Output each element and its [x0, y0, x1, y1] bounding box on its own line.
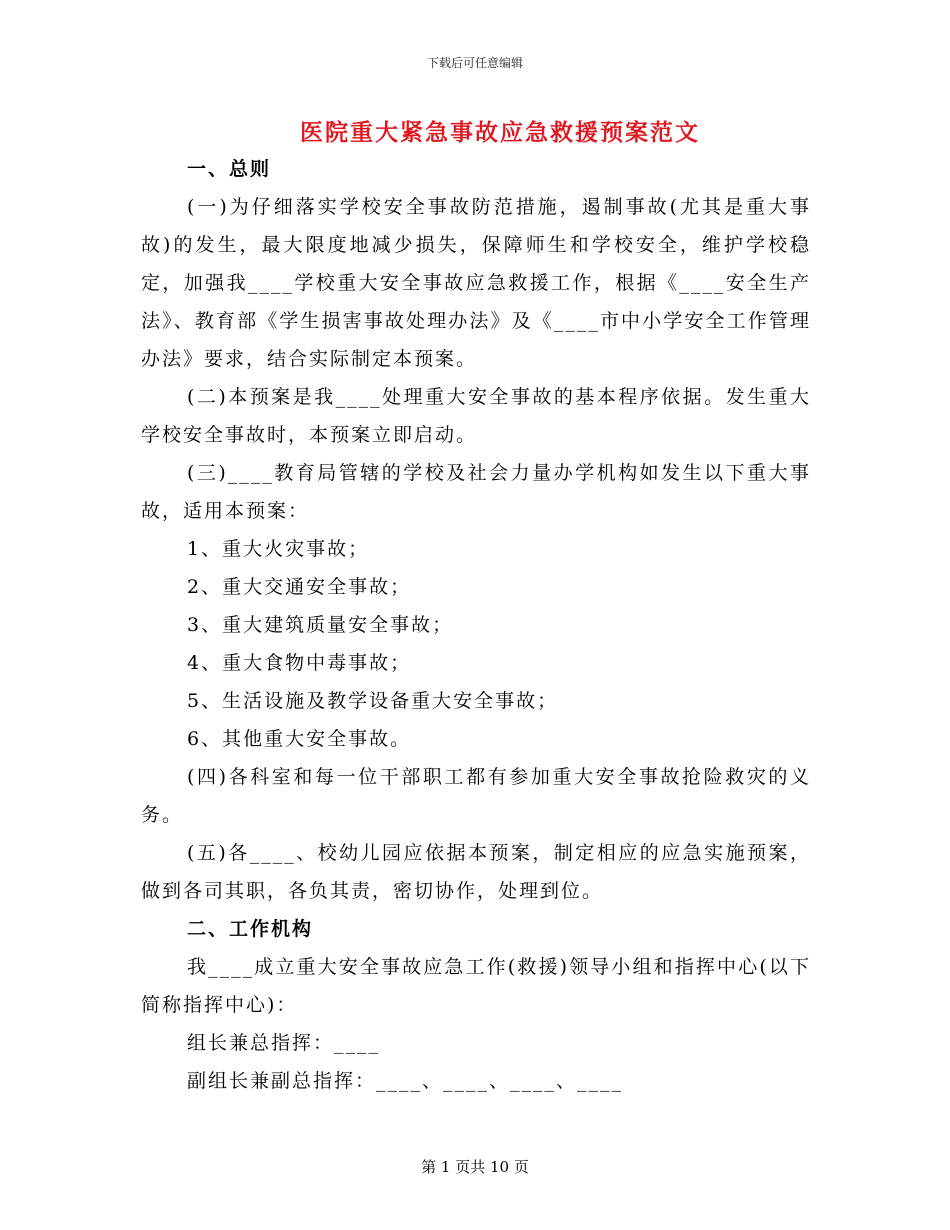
section-heading-organization: 二、工作机构 — [187, 918, 314, 940]
header-note: 下载后可任意编辑 — [426, 56, 523, 70]
list-item: 5、生活设施及教学设备重大安全事故； — [187, 690, 559, 712]
paragraph-1: (一)为仔细落实学校安全事故防范措施，遏制事故(尤其是重大事故)的发生，最大限度地减少损失，保障师生和学校安全，维护学校稳定，加强我____学校重大安全事故应急救援工作，根据《____安全生产法》、教育部《学生损害事故处理办法》及《____市中小学安全工作管理办法》要求，结合实际制定本预案。 — [141, 196, 811, 370]
section-heading-general: 一、总则 — [187, 158, 272, 180]
paragraph-organization: 我____成立重大安全事故应急工作(救援)领导小组和指挥中心(以下简称指挥中心)： — [141, 956, 811, 1016]
list-item: 2、重大交通安全事故； — [187, 576, 412, 598]
paragraph-5: (五)各____、校幼儿园应依据本预案，制定相应的应急实施预案，做到各司其职，各负其责，密切协作，处理到位。 — [141, 842, 811, 902]
leader-line: 组长兼总指挥：____ — [187, 1032, 381, 1054]
list-item: 1、重大火灾事故； — [187, 538, 370, 560]
paragraph-3: (三)____教育局管辖的学校及社会力量办学机构如发生以下重大事故，适用本预案： — [141, 462, 811, 522]
deputy-line: 副组长兼副总指挥：____、____、____、____ — [187, 1070, 624, 1092]
document-body — [141, 150, 811, 1100]
paragraph-4: (四)各科室和每一位干部职工都有参加重大安全事故抢险救灾的义务。 — [141, 766, 811, 826]
page-footer: 第 1 页共 10 页 — [421, 1158, 529, 1176]
paragraph-2: (二)本预案是我____处理重大安全事故的基本程序依据。发生重大学校安全事故时，本预案立即启动。 — [141, 386, 811, 446]
list-item: 6、其他重大安全事故。 — [187, 728, 412, 750]
document-title: 医院重大紧急事故应急救援预案范文 — [300, 119, 700, 146]
list-item: 4、重大食物中毒事故； — [187, 652, 412, 674]
list-item: 3、重大建筑质量安全事故； — [187, 614, 454, 636]
